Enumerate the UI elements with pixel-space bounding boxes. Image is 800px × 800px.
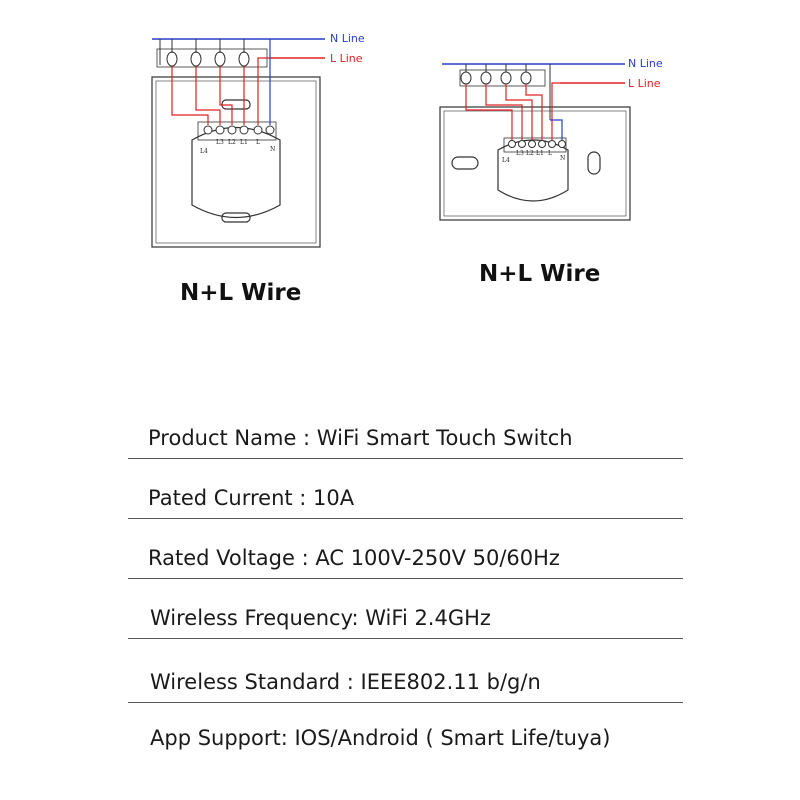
bulb-icon [167, 52, 177, 66]
wiring-diagram-right [430, 50, 680, 230]
bulb-icon [501, 72, 511, 84]
spec-row-rated-current [128, 472, 683, 519]
bulb-icon [481, 72, 491, 84]
terminal-label: N [270, 146, 276, 153]
terminal-label: L [256, 139, 260, 146]
terminal-label: L1 [536, 150, 544, 157]
bulb-icon [215, 52, 225, 66]
terminal-label: L3 [516, 150, 524, 157]
bulb-icon [191, 52, 201, 66]
bulb-icons [460, 64, 550, 120]
spec-text: Wireless Frequency: WiFi 2.4GHz [150, 606, 491, 630]
spec-text: App Support: IOS/Android ( Smart Life/tuya) [150, 726, 611, 750]
terminal-label: L4 [200, 148, 208, 155]
terminal-label: L [548, 150, 552, 157]
switch-plate-outline [440, 107, 630, 220]
diagram-caption-right: N+L Wire [479, 261, 601, 287]
bulb-icon [461, 72, 471, 84]
diagram-caption-left: N+L Wire [180, 280, 302, 306]
spec-row-wireless-frequency [128, 592, 683, 639]
terminal-label: L4 [502, 157, 510, 164]
bulb-icons [157, 39, 270, 75]
terminal-label: N [560, 155, 566, 162]
terminal-label: L2 [228, 139, 236, 146]
terminal-label: L3 [216, 139, 224, 146]
l-line-label: L Line [330, 52, 363, 65]
spec-row-product-name [128, 412, 683, 459]
terminal-label: L2 [526, 150, 534, 157]
spec-text: Wireless Standard : IEEE802.11 b/g/n [150, 670, 541, 694]
spec-row-app-support [128, 712, 683, 758]
wiring-diagram-left [140, 25, 400, 255]
bulb-icon [521, 72, 531, 84]
spec-text: Product Name : WiFi Smart Touch Switch [148, 426, 573, 450]
terminal-label: L1 [240, 139, 248, 146]
spec-text: Rated Voltage : AC 100V-250V 50/60Hz [148, 546, 560, 570]
spec-row-wireless-standard [128, 656, 683, 703]
spec-row-rated-voltage [128, 532, 683, 579]
bulb-icon [239, 52, 249, 66]
n-line-label: N Line [330, 32, 365, 45]
switch-plate-outline [152, 77, 320, 247]
l-line-label: L Line [628, 77, 661, 90]
spec-text: Pated Current : 10A [148, 486, 355, 510]
n-line-label: N Line [628, 57, 663, 70]
